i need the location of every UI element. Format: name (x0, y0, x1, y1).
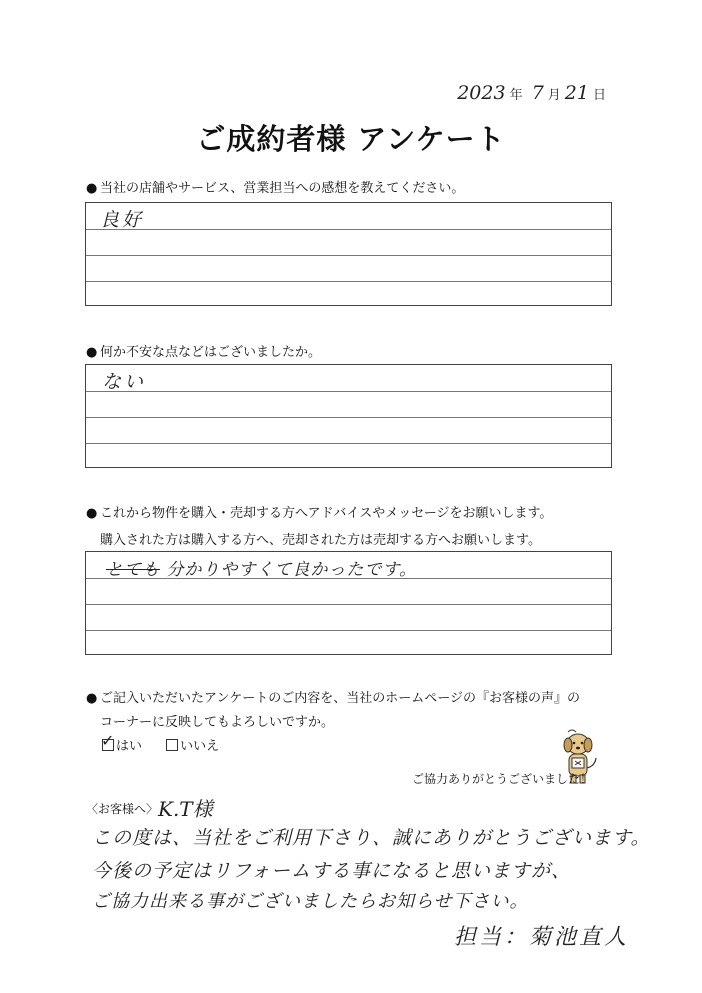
ruled-line (86, 604, 611, 605)
answer-2-text: ない (102, 371, 147, 393)
date-day-suffix: 日 (592, 88, 606, 103)
option-no[interactable] (166, 739, 219, 754)
answer-box-2[interactable] (85, 364, 612, 468)
question-3 (86, 505, 552, 523)
ruled-line (86, 281, 611, 282)
date-year-suffix: 年 (509, 88, 523, 103)
bullet-icon: ● (86, 181, 98, 196)
date-month-suffix: 月 (547, 88, 561, 103)
question-4-text: ご記入いただいたアンケートのご内容を、当社のホームページの『お客様の声』の (100, 691, 580, 706)
question-1 (86, 180, 464, 198)
ruled-line (86, 229, 611, 230)
answer-3-text (106, 555, 417, 580)
ruled-line (86, 417, 611, 418)
consent-options (102, 735, 219, 754)
page-title: ご成約者様 アンケート (196, 122, 506, 156)
thanks-message: ご協力ありがとうございました！ (412, 772, 593, 786)
answer-3-struck-text: とても (106, 560, 160, 580)
option-yes[interactable] (102, 739, 142, 754)
question-2 (86, 344, 321, 362)
question-3-subtext: 購入された方は購入する方へ、売却された方は売却する方へお願いします。 (100, 533, 541, 548)
staff-signature: 担当：菊池直人 (454, 925, 630, 950)
option-no-label: いいえ (180, 739, 220, 754)
message-line-2: 今後の予定はリフォームする事になると思いますが、 (92, 860, 572, 882)
message-line-1: この度は、当社をご利用下さり、誠にありがとうございます。 (92, 827, 651, 849)
question-3-text: これから物件を購入・売却する方へアドバイスやメッセージをお願いします。 (100, 506, 553, 521)
answer-3-main-text: 分かりやすくて良かったです。 (166, 560, 418, 580)
question-2-text: 何か不安な点などはございましたか。 (100, 345, 322, 360)
date (457, 82, 610, 104)
ruled-line (86, 391, 611, 392)
ruled-line (86, 255, 611, 256)
bullet-icon: ● (86, 506, 98, 521)
date-month: 7 (531, 82, 544, 104)
answer-box-1[interactable] (85, 202, 612, 306)
customer-name: K.T様 (158, 797, 213, 821)
question-1-text: 当社の店舗やサービス、営業担当への感想を教えてください。 (100, 181, 465, 196)
option-yes-label: はい (116, 739, 143, 754)
question-4-subtext: コーナーに反映してもよろしいですか。 (100, 715, 335, 730)
ruled-line (86, 443, 611, 444)
bullet-icon: ● (86, 345, 98, 360)
bullet-icon: ● (86, 691, 98, 706)
date-year: 2023 (457, 82, 506, 104)
checkbox-yes[interactable] (102, 739, 114, 751)
question-4 (86, 690, 580, 708)
message-line-3: ご協力出来る事がございましたらお知らせ下さい。 (92, 891, 529, 912)
customer-label: 〈お客様へ〉 (86, 802, 159, 816)
checkbox-no[interactable] (166, 739, 178, 751)
date-day: 21 (564, 82, 589, 104)
answer-1-text: 良好 (100, 209, 145, 231)
ruled-line (86, 630, 611, 631)
answer-box-3[interactable] (85, 551, 612, 655)
